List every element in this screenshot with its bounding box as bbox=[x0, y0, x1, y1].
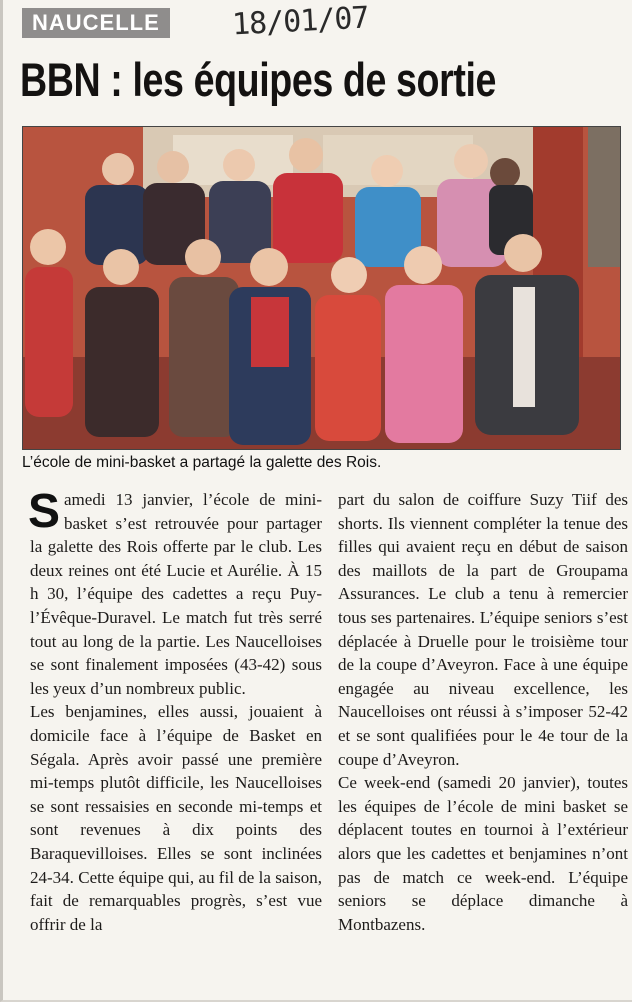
article-column-left bbox=[28, 485, 322, 936]
section-rubric: NAUCELLE bbox=[22, 8, 170, 38]
headline: BBN : les équipes de sortie bbox=[20, 53, 497, 106]
paragraph-text: amedi 13 janvier, l’école de mini-basket s’est retrouvée pour partager la galette des Rois offerte par le club. Les deux reines ont été Lucie et Aurélie. À 15 h 30, l’équipe des cadettes a reçu Puy-l’Évêque-Duravel. Le match fut très serré tout au long de la partie. Les Naucelloises se sont finalement imposées (43-42) sous les yeux d’un nombreux public. bbox=[30, 490, 322, 698]
photo-caption: L’école de mini-basket a partagé la galette des Rois. bbox=[22, 454, 382, 471]
article-paragraph: Les benjamines, elles aussi, jouaient à domicile face à l’équipe de Basket en Ségala. Après avoir passé une première mi-temps plutôt difficile, les Naucelloises se sont ressaisies en seconde mi-temps et sont revenues à dix points des Baraquevilloises. Elles se sont inclinées 24-34. Cette équipe qui, au fil de la saison, fait de remarquables progrès, s’est vue offrir de la bbox=[30, 702, 322, 934]
group-photo bbox=[22, 126, 621, 450]
article-column-right bbox=[338, 488, 628, 936]
drop-cap: S bbox=[28, 485, 61, 538]
article-paragraph: part du salon de coiffure Suzy Tiif des shorts. Ils viennent compléter la tenue des filles qui avaient reçu en début de saison des maillots de la part de Groupama Assurances. Le club a tenu à remercier tous ses partenaires. L’équipe seniors s’est déplacée à Druelle pour le troisième tour de la coupe d’Aveyron. Face à une équipe engagée au niveau excellence, les Naucelloises ont réussi à s’imposer 52-42 et se sont qualifiées pour le 4e tour de la coupe d’Aveyron. bbox=[338, 490, 628, 769]
handwritten-date: 18/01/07 bbox=[231, 0, 370, 43]
article-paragraph: Ce week-end (samedi 20 janvier), toutes les équipes de l’école de mini basket se déplacent toutes en tournoi à l’extérieur alors que les cadettes et benjamines n’ont pas de match ce week-end. L’équipe seniors se déplace dimanche à Montbazens. bbox=[338, 773, 628, 934]
article-paragraph bbox=[28, 485, 322, 700]
group-photo-icon bbox=[23, 127, 620, 449]
